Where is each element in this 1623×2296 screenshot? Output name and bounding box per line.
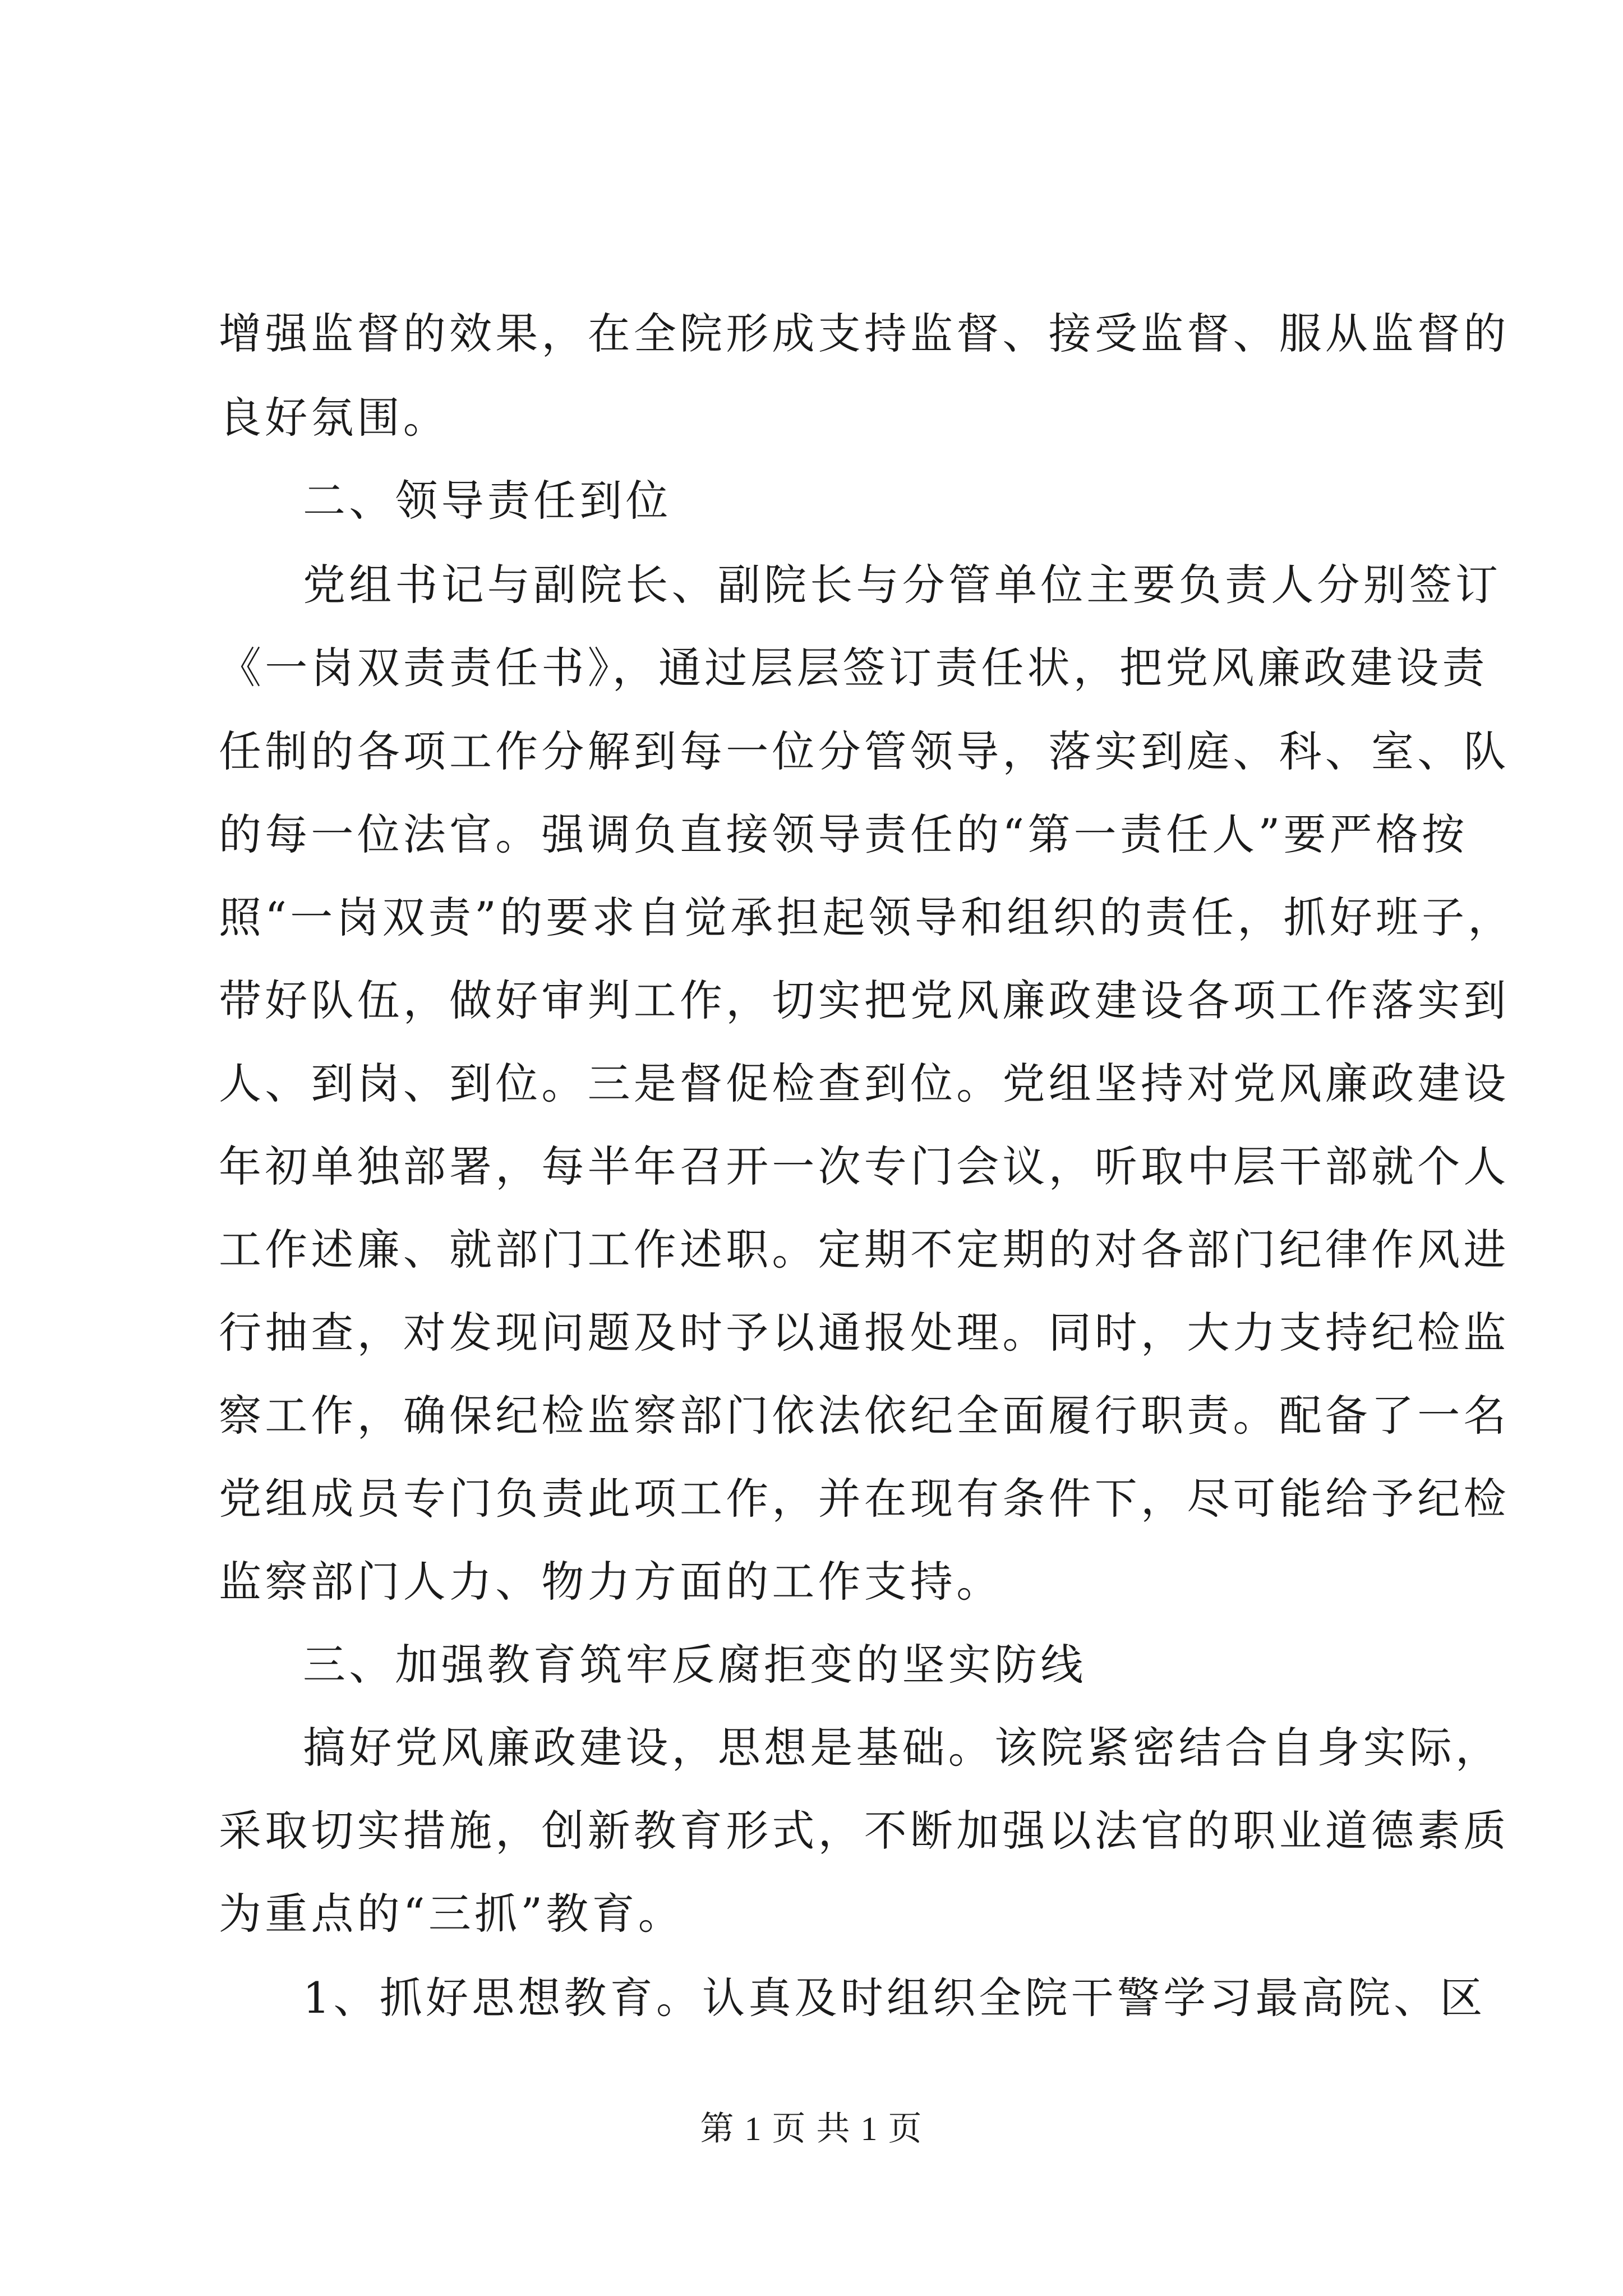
text-line: 为重点的“三抓”教育。: [219, 1889, 684, 1939]
text-line: 增强监督的效果，在全院形成支持监督、接受监督、服从监督的: [219, 309, 1510, 358]
text-line: 任制的各项工作分解到每一位分管领导，落实到庭、科、室、队: [219, 726, 1510, 776]
text-line: 良好氛围。: [219, 393, 449, 443]
text-line: 采取切实措施，创新教育形式，不断加强以法官的职业道德素质: [219, 1806, 1510, 1856]
section-heading: 三、加强教育筑牢反腐拒变的坚实防线: [303, 1640, 1087, 1690]
text-line: 搞好党风廉政建设，思想是基础。该院紧密结合自身实际，: [303, 1723, 1502, 1773]
text-line: 党组成员专门负责此项工作，并在现有条件下，尽可能给予纪检: [219, 1474, 1510, 1524]
text-line: 工作述廉、就部门工作述职。定期不定期的对各部门纪律作风进: [219, 1225, 1510, 1274]
text-line: 人、到岗、到位。三是督促检查到位。党组坚持对党风廉政建设: [219, 1059, 1510, 1108]
section-heading: 二、领导责任到位: [303, 476, 672, 526]
text-line: 察工作，确保纪检监察部门依法依纪全面履行职责。配备了一名: [219, 1391, 1510, 1441]
text-line: 带好队伍，做好审判工作，切实把党风廉政建设各项工作落实到: [219, 976, 1510, 1025]
page-footer: 第 1 页 共 1 页: [700, 2110, 923, 2147]
text-line: 照“一岗双责”的要求自觉承担起领导和组织的责任，抓好班子，: [219, 892, 1514, 942]
text-line: 行抽查，对发现问题及时予以通报处理。同时，大力支持纪检监: [219, 1308, 1510, 1358]
text-line: 年初单独部署，每半年召开一次专门会议，听取中层干部就个人: [219, 1142, 1510, 1191]
text-line: 监察部门人力、物力方面的工作支持。: [219, 1557, 1003, 1607]
text-line: 的每一位法官。强调负直接领导责任的“第一责任人”要严格按: [219, 809, 1468, 859]
text-line: 1、抓好思想教育。认真及时组织全院干警学习最高院、区: [303, 1973, 1486, 2023]
text-line: 《一岗双责责任书》，通过层层签订责任状，把党风廉政建设责: [219, 643, 1488, 693]
text-line: 党组书记与副院长、副院长与分管单位主要负责人分别签订: [303, 560, 1502, 610]
